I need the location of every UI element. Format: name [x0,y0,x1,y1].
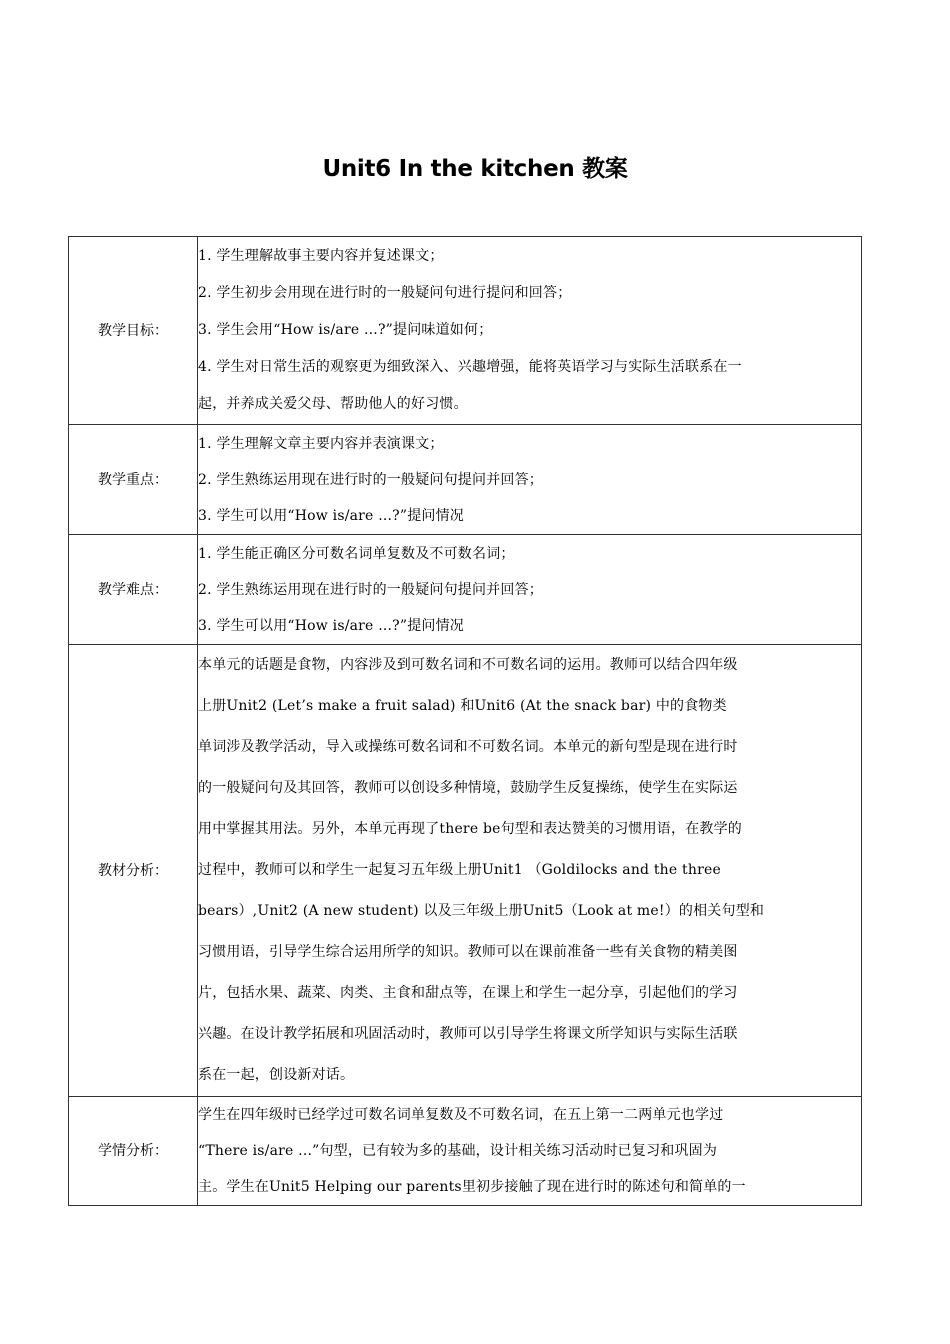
table-row-objectives [69,237,862,425]
content-line: 的一般疑问句及其回答，教师可以创设多种情境，鼓励学生反复操练，使学生在实际运 [198,780,738,796]
content-line: 1. 学生理解故事主要内容并复述课文； [198,248,444,264]
content-line: 3. 学生可以用“How is/are ...?”提问情况 [198,617,465,634]
row-content-difficulties [198,535,862,645]
content-line: 2. 学生熟练运用现在进行时的一般疑问句提问并回答； [198,471,544,488]
row-content-material-analysis [198,645,862,1097]
content-line: 片，包括水果、蔬菜、肉类、主食和甜点等，在课上和学生一起分享，引起他们的学习 [198,985,738,1001]
content-line: 本单元的话题是食物，内容涉及到可数名词和不可数名词的运用。教师可以结合四年级 [198,657,738,673]
content-line: “There is/are ...”句型，已有较为多的基础，设计相关练习活动时已复习和巩固为 [198,1143,718,1159]
content-line: 单词涉及教学活动，导入或操练可数名词和不可数名词。本单元的新句型是现在进行时 [198,739,738,755]
content-line: bears）,Unit2 (A new student) 以及三年级上册Unit5（Look at me!）的相关句型和 [198,903,765,919]
table-row-material-analysis [69,645,862,1097]
row-content-student-analysis [198,1097,862,1206]
content-line: 上册Unit2 (Let’s make a fruit salad) 和Unit6 (At the snack bar) 中的食物类 [198,698,727,714]
row-label-difficulties: 教学难点： [69,535,198,645]
row-label-objectives: 教学目标： [69,237,198,425]
content-line: 兴趣。在设计教学拓展和巩固活动时，教师可以引导学生将课文所学知识与实际生活联 [198,1026,738,1042]
content-line: 1. 学生理解文章主要内容并表演课文； [198,435,444,452]
content-line: 3. 学生会用“How is/are ...?”提问味道如何； [198,322,493,338]
row-label-key-points: 教学重点： [69,425,198,535]
content-line: 4. 学生对日常生活的观察更为细致深入、兴趣增强，能将英语学习与实际生活联系在一 [198,359,742,375]
content-line: 起，并养成关爱父母、帮助他人的好习惯。 [198,396,468,412]
content-line: 1. 学生能正确区分可数名词单复数及不可数名词； [198,545,515,562]
content-line: 主。学生在Unit5 Helping our parents里初步接触了现在进行时的陈述句和简单的一 [198,1179,746,1195]
lesson-plan-table [68,236,862,1206]
content-line: 2. 学生初步会用现在进行时的一般疑问句进行提问和回答； [198,285,572,301]
row-content-objectives [198,237,862,425]
content-line: 3. 学生可以用“How is/are ...?”提问情况 [198,507,465,524]
row-label-student-analysis: 学情分析： [69,1097,198,1206]
table-row-difficulties [69,535,862,645]
table-row-student-analysis [69,1097,862,1206]
content-line: 2. 学生熟练运用现在进行时的一般疑问句提问并回答； [198,581,544,598]
content-line: 过程中，教师可以和学生一起复习五年级上册Unit1 （Goldilocks and the three [198,862,721,878]
content-line: 学生在四年级时已经学过可数名词单复数及不可数名词，在五上第一二两单元也学过 [198,1107,724,1123]
row-label-material-analysis: 教材分析： [69,645,198,1097]
content-line: 用中掌握其用法。另外，本单元再现了there be句型和表达赞美的习惯用语，在教学的 [198,821,743,837]
table-row-key-points [69,425,862,535]
row-content-key-points [198,425,862,535]
content-line: 习惯用语，引导学生综合运用所学的知识。教师可以在课前准备一些有关食物的精美图 [198,944,738,960]
content-line: 系在一起，创设新对话。 [198,1067,355,1083]
page-title: Unit6 In the kitchen 教案 [322,156,628,182]
